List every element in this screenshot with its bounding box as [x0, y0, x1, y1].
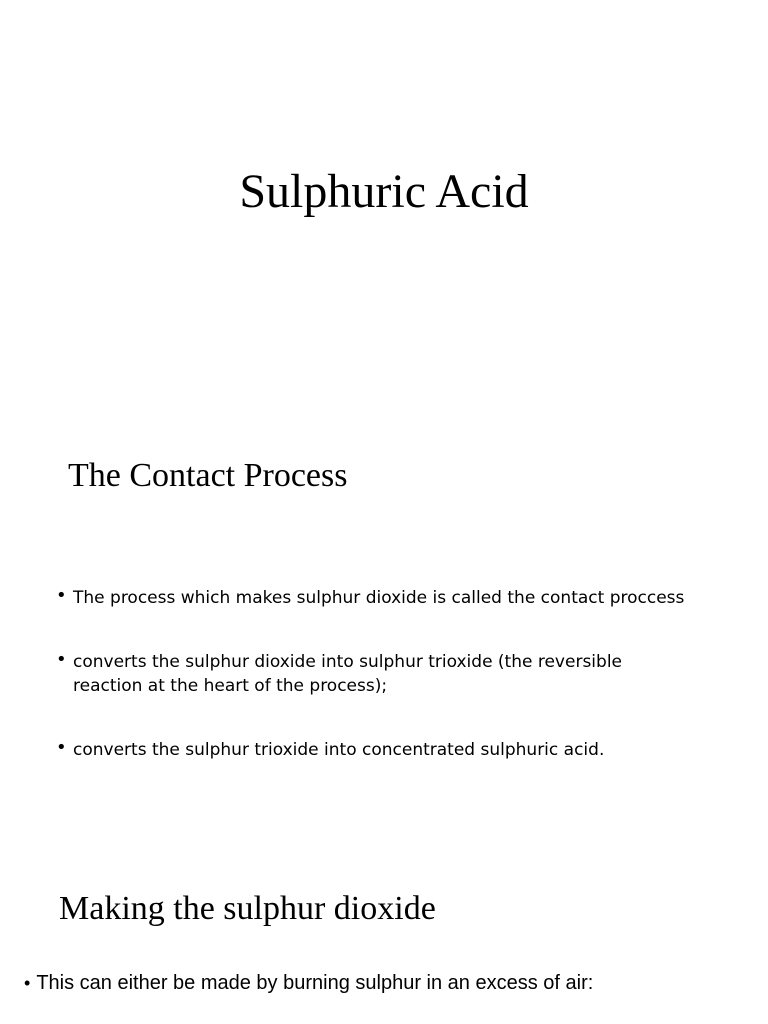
bottom-bullet-item: [24, 970, 593, 996]
bullet-icon: •: [56, 585, 67, 606]
making-sulphur-dioxide-heading: Making the sulphur dioxide: [59, 890, 436, 927]
bullet-icon: •: [56, 649, 67, 670]
contact-process-bullet-list: [56, 586, 696, 802]
contact-process-heading: The Contact Process: [68, 457, 348, 494]
bullet-item-1: [56, 586, 696, 610]
bullet-icon: •: [24, 973, 31, 993]
bullet-text: converts the sulphur dioxide into sulphur trioxide (the reversible reaction at the heart of the process);: [73, 652, 622, 696]
bullet-icon: •: [56, 737, 67, 758]
bullet-text: converts the sulphur trioxide into concentrated sulphuric acid.: [73, 740, 605, 760]
bullet-item-3: [56, 738, 696, 762]
bullet-item-2: [56, 650, 696, 698]
bullet-text: The process which makes sulphur dioxide is called the contact proccess: [73, 588, 685, 608]
bullet-text: This can either be made by burning sulphur in an excess of air:: [36, 972, 594, 994]
cut-off-equation-fragment: [250, 1016, 470, 1024]
slide-title: Sulphuric Acid: [239, 165, 529, 218]
